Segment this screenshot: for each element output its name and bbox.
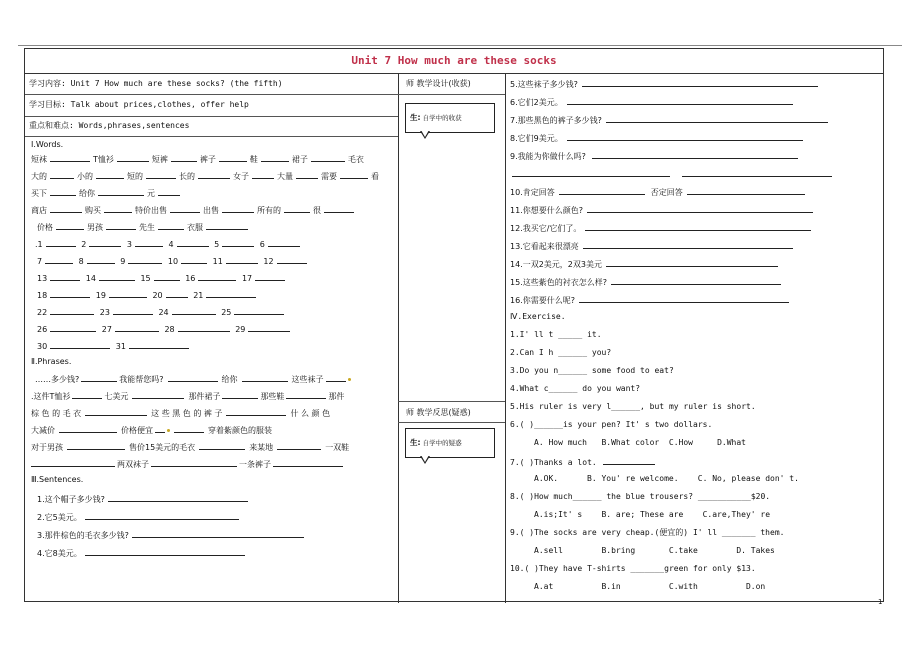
num: 10 xyxy=(167,257,179,266)
phrase: .这件T恤衫 xyxy=(31,392,71,401)
word: 所有的 xyxy=(257,206,281,215)
phrase: 穿着紫颜色的服装 xyxy=(208,426,272,435)
phrase: 棕 色 的 毛 衣 xyxy=(31,409,82,418)
phrases-heading: Ⅱ.Phrases. xyxy=(31,357,72,366)
sentence-2: 2.它5美元。 xyxy=(37,511,239,523)
num: 22 xyxy=(37,308,48,317)
top-rule xyxy=(18,45,902,46)
left-column xyxy=(25,73,399,603)
word: 出售 xyxy=(203,206,219,215)
ex-q8: 8.( )How much______ the blue trousers? ___________$20. xyxy=(510,492,771,501)
callout-tail-fill xyxy=(421,455,429,462)
phrase: 七美元 xyxy=(104,392,129,401)
num-row-5 xyxy=(37,306,287,318)
phrase: 我能帮您吗? xyxy=(119,375,164,384)
rs-14: 14.一双2美元，2双3美元 xyxy=(510,258,778,270)
phrase: 对于男孩 xyxy=(31,443,63,452)
num: 6 xyxy=(259,240,265,249)
ex-q1: 1.I' ll t _____ it. xyxy=(510,330,602,339)
num: 15 xyxy=(140,274,151,283)
num: 31 xyxy=(115,342,126,351)
phrases-row-2 xyxy=(31,390,344,402)
content-label: 学习内容: Unit 7 How much are these socks? (the fifth) xyxy=(29,79,283,88)
word: 给你 xyxy=(79,189,95,198)
num: 5 xyxy=(214,240,220,249)
phrase: 价格便宜 xyxy=(121,426,153,435)
sentences-heading: Ⅲ.Sentences. xyxy=(31,475,84,484)
right-column xyxy=(506,73,884,603)
gain-callout-text xyxy=(410,112,462,123)
middle-column xyxy=(398,73,506,603)
option: A.at xyxy=(534,582,554,591)
word: 大的 xyxy=(31,172,47,181)
ex-q9: 9.( )The socks are very cheap.(便宜的) I' ll _______ them. xyxy=(510,528,785,537)
word: 小的 xyxy=(77,172,93,181)
num-row-4 xyxy=(37,289,259,301)
phrase: 什 么 颜 色 xyxy=(290,409,331,418)
key-label: 重点和难点: Words,phrases,sentences xyxy=(29,121,190,130)
rs-15: 15.这些紫色的衬衣怎么样? xyxy=(510,276,781,288)
words-row-5 xyxy=(37,221,251,233)
num-row-6 xyxy=(37,323,293,335)
rs-5: 5.这些袜子多少钱? xyxy=(510,78,818,90)
option: A.sell xyxy=(534,546,563,555)
words-row-4 xyxy=(31,204,357,216)
ex-q9-options xyxy=(534,546,775,556)
num: 23 xyxy=(99,308,110,317)
word: 价格 xyxy=(37,223,53,232)
num-row-3 xyxy=(37,272,288,284)
word: 看 xyxy=(371,172,379,181)
ex-q10-options xyxy=(534,582,765,592)
ex-q2: 2.Can I h ______ you? xyxy=(510,348,612,357)
words-row-1 xyxy=(31,153,364,165)
phrase: 售价15美元的毛衣 xyxy=(129,443,196,452)
num: 27 xyxy=(101,325,112,334)
phrase: 给你 xyxy=(221,375,238,384)
phrase: 一条裤子 xyxy=(239,460,271,469)
num: 3 xyxy=(126,240,132,249)
goal-label: 学习目标: Talk about prices,clothes, offer help xyxy=(29,100,249,109)
dot-mark xyxy=(348,378,351,381)
worksheet-title: Unit 7 How much are these socks xyxy=(351,54,557,67)
dot-mark xyxy=(167,429,170,432)
reflect-label: 师 教学反思(疑惑) xyxy=(406,408,471,417)
word: 购买 xyxy=(85,206,101,215)
rs-12: 12.我买它/它们了。 xyxy=(510,222,811,234)
ex-q6: 6.( )______is your pen? It' s two dollars. xyxy=(510,420,713,429)
doubt-callout xyxy=(405,428,495,458)
word: T恤衫 xyxy=(93,155,114,164)
doubt-text: 自学中的疑惑 xyxy=(422,439,462,447)
option: C.with xyxy=(668,582,698,591)
num: 18 xyxy=(37,291,48,300)
word: 裙子 xyxy=(291,155,308,164)
phrases-row-4 xyxy=(31,424,272,436)
option: D.What xyxy=(717,438,746,447)
num: 11 xyxy=(212,257,223,266)
page-number: 1 xyxy=(878,598,883,606)
phrase: 一双鞋 xyxy=(325,443,350,452)
num-row-2 xyxy=(37,255,310,267)
num: 4 xyxy=(168,240,174,249)
option: D.on xyxy=(745,582,766,591)
gain-callout xyxy=(405,103,495,133)
ex-q7-options xyxy=(534,474,799,484)
num: 9 xyxy=(120,257,126,266)
option: A.is;It' s xyxy=(534,510,583,519)
phrases-row-5 xyxy=(31,441,349,453)
num: 17 xyxy=(241,274,253,283)
option: A.OK. xyxy=(534,474,559,483)
num: 20 xyxy=(152,291,163,300)
num: 13 xyxy=(37,274,48,283)
rs-11: 11.你想要什么颜色? xyxy=(510,204,813,216)
gain-text: 自学中的收获 xyxy=(422,114,462,122)
option: C.take xyxy=(668,546,698,555)
ex-q10: 10.( )They have T-shirts _______green for only $13. xyxy=(510,564,756,573)
sentence-1: 1.这个帽子多少钱? xyxy=(37,493,248,505)
design-label: 师 教学设计(收获) xyxy=(406,79,471,88)
reflect-header xyxy=(398,401,505,423)
word: 先生 xyxy=(139,223,155,232)
gain-prefix: 生: xyxy=(410,113,421,122)
num: 30 xyxy=(37,342,48,351)
phrases-row-3 xyxy=(31,407,330,419)
num: 12 xyxy=(263,257,274,266)
rs-8: 8.它们9美元。 xyxy=(510,132,803,144)
word: 短的 xyxy=(127,172,143,181)
num: .1 xyxy=(35,240,43,249)
words-row-3 xyxy=(31,187,183,199)
num: 7 xyxy=(37,257,43,266)
rs-7: 7.那些黑色的裤子多少钱? xyxy=(510,114,828,126)
goal-row xyxy=(25,95,398,117)
phrase: 这 些 黑 色 的 裤 子 xyxy=(151,409,223,418)
num-row-7 xyxy=(37,340,192,352)
words-heading: Ⅰ.Words. xyxy=(31,140,64,149)
phrase: 两双袜子 xyxy=(117,460,149,469)
ex-q8-options xyxy=(534,510,770,520)
rs-9: 9.我能为你做什么吗? xyxy=(510,150,798,162)
doubt-callout-text xyxy=(410,437,462,448)
ex-q7: 7.( )Thanks a lot. xyxy=(510,456,655,468)
word: 裤子 xyxy=(199,155,216,164)
callout-tail-fill xyxy=(421,130,429,137)
num: 2 xyxy=(81,240,87,249)
phrase: 来某地 xyxy=(249,443,274,452)
option: C. No, please don' t. xyxy=(697,474,799,483)
num: 21 xyxy=(193,291,204,300)
option: B.bring xyxy=(601,546,636,555)
option: B. are; These are xyxy=(601,510,684,519)
rs-10: 10.肯定回答 否定回答 xyxy=(510,186,805,198)
worksheet-table xyxy=(24,48,884,602)
num-row-1 xyxy=(35,238,303,250)
word: 特价出售 xyxy=(135,206,167,215)
rs-9-blanks xyxy=(512,168,832,180)
word: 毛衣 xyxy=(347,155,364,164)
phrase: ……多少钱? xyxy=(35,375,80,384)
phrases-row-1 xyxy=(35,373,351,385)
key-row xyxy=(25,117,398,137)
phrase: 那件裙子 xyxy=(188,392,221,401)
num: 16 xyxy=(185,274,196,283)
word: 长的 xyxy=(179,172,195,181)
sentence-4: 4.它8美元。 xyxy=(37,547,245,559)
num: 25 xyxy=(221,308,232,317)
ex-q5: 5.His ruler is very l______, but my ruler is short. xyxy=(510,402,756,411)
num: 19 xyxy=(95,291,106,300)
word: 大量 xyxy=(277,172,293,181)
rs-13: 13.它看起来很漂亮 xyxy=(510,240,793,252)
option: B. You' re welcome. xyxy=(587,474,679,483)
doubt-prefix: 生: xyxy=(410,438,421,447)
ex-q4: 4.What c______ do you want? xyxy=(510,384,641,393)
phrase: 这些袜子 xyxy=(291,375,324,384)
option: C.How xyxy=(668,438,693,447)
rs-16: 16.你需要什么呢? xyxy=(510,294,789,306)
content-row xyxy=(25,73,398,95)
title-row xyxy=(25,49,883,74)
phrase: 大减价 xyxy=(31,426,55,435)
word: 鞋 xyxy=(249,155,258,164)
word: 很 xyxy=(313,206,321,215)
exercise-heading: Ⅳ.Exercise. xyxy=(510,312,566,321)
words-row-2 xyxy=(31,170,379,182)
option: C.are,They' re xyxy=(702,510,771,519)
num: 26 xyxy=(37,325,48,334)
num: 8 xyxy=(78,257,84,266)
num: 14 xyxy=(85,274,96,283)
phrases-row-6 xyxy=(31,458,345,470)
ex-q6-options xyxy=(534,438,746,448)
option: A. How much xyxy=(534,438,587,447)
word: 衣服 xyxy=(187,223,203,232)
phrase: 那件 xyxy=(328,392,345,401)
word: 商店 xyxy=(31,206,47,215)
word: 男孩 xyxy=(87,223,103,232)
word: 短袜 xyxy=(31,155,47,164)
word: 女子 xyxy=(233,172,249,181)
option: D. Takes xyxy=(736,546,775,555)
phrase: 那些鞋 xyxy=(260,392,285,401)
word: 买下 xyxy=(31,189,47,198)
num: 29 xyxy=(235,325,246,334)
num: 28 xyxy=(164,325,175,334)
word: 需要 xyxy=(321,172,337,181)
word: 元 xyxy=(147,189,155,198)
sentence-3: 3.那件棕色的毛衣多少钱? xyxy=(37,529,304,541)
option: B.What color xyxy=(601,438,660,447)
rs-6: 6.它们2美元。 xyxy=(510,96,793,108)
ex-q3: 3.Do you n______ some food to eat? xyxy=(510,366,674,375)
num: 24 xyxy=(158,308,169,317)
word: 短裤 xyxy=(151,155,168,164)
design-header xyxy=(398,73,505,95)
option: B.in xyxy=(601,582,621,591)
